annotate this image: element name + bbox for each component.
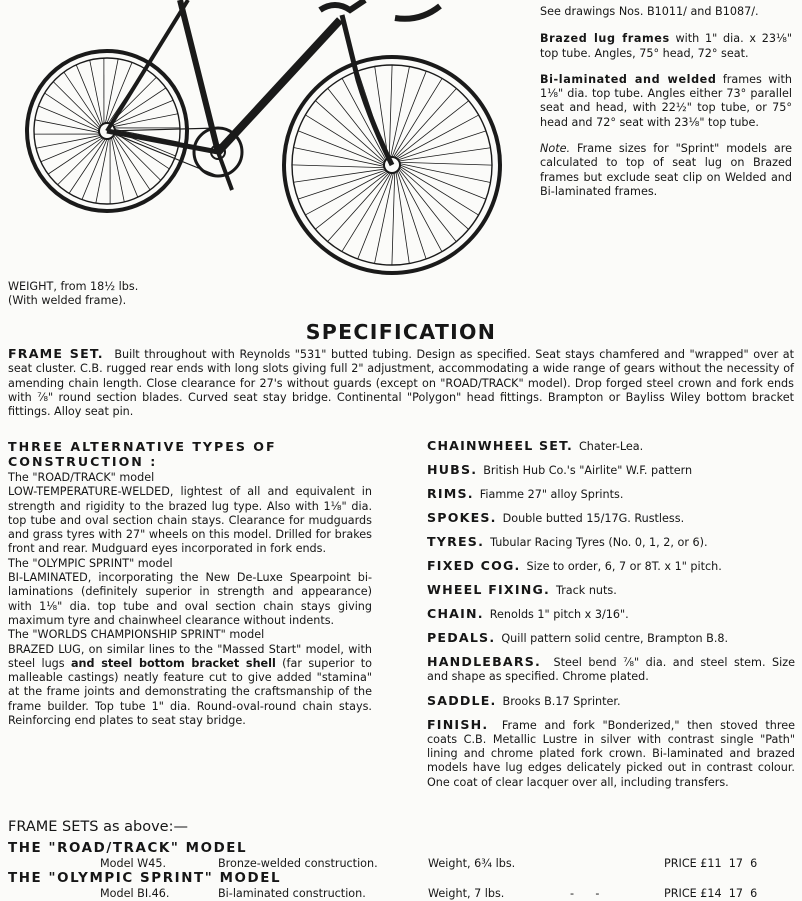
bilaminated-frames-note: Bi-laminated and welded frames with 1⅛" dia. top tube. Angles either 73° parallel seat and head, with 22½" top tube, or 75° head and 72° seat with 23⅛" top tube. — [540, 73, 792, 130]
specs-column — [427, 439, 795, 790]
spec-value: Size to order, 6, 7 or 8T. x 1" pitch. — [527, 560, 722, 573]
spec-label: CHAIN. — [427, 606, 484, 621]
spec-value: British Hub Co.'s "Airlite" W.F. pattern — [483, 464, 692, 477]
worlds-text: BRAZED LUG, on similar lines to the "Massed Start" model, with steel lugs and steel bottom bracket shell (far superior to malleable castings) neatly feature cut to give added "stamina" at the frame joints and demonstrating the craftsmanship of the frame builder. Top tube 1" dia. Round-oval-round chain stays. Reinforcing end plates to seat stay bridge. — [8, 643, 372, 729]
frame-set-model: Model BI.46. — [100, 886, 169, 901]
worlds-title: The "WORLDS CHAMPIONSHIP SPRINT" model — [8, 628, 372, 642]
spec-label: PEDALS. — [427, 630, 495, 645]
road-track-text: LOW-TEMPERATURE-WELDED, lightest of all and equivalent in strength and rigidity to the brazed lug type. Also with 1⅛" dia. top tube and oval section chain stays. Clearance for mudguards and grass tyres with 27" wheels on this model. Drilled for brakes front and rear. Mudguard eyes incorporated in fork ends. — [8, 485, 372, 556]
frame-set-weight: Weight, 7 lbs. — [428, 886, 504, 901]
construction-column — [8, 439, 372, 728]
frame-set-rows — [8, 841, 798, 901]
spec-label: CHAINWHEEL SET. — [427, 438, 573, 453]
frame-set-label: FRAME SET. — [8, 346, 104, 361]
frame-set-detail-row — [8, 886, 798, 901]
frame-set-dashes: - - — [570, 886, 599, 901]
frame-set-price: PRICE £11 17 6 — [664, 856, 757, 871]
top-right-notes — [540, 5, 792, 199]
handlebars-spec: HANDLEBARS. Steel bend ⅞" dia. and steel stem. Size and shape as specified. Chrome plated. — [427, 655, 795, 685]
frame-sets-heading: FRAME SETS as above:— — [8, 819, 188, 835]
spec-row — [427, 559, 795, 574]
spec-value: Tubular Racing Tyres (No. 0, 1, 2, or 6). — [490, 536, 707, 549]
spec-row — [427, 583, 795, 598]
weight-note: WEIGHT, from 18½ lbs. (With welded frame). — [8, 280, 138, 309]
spec-row — [427, 631, 795, 646]
spec-label: HUBS. — [427, 462, 477, 477]
spec-label: SPOKES. — [427, 510, 497, 525]
spec-row — [427, 439, 795, 454]
frame-set-detail-row — [8, 856, 798, 871]
spec-list — [427, 439, 795, 646]
spec-label: TYRES. — [427, 534, 484, 549]
finish-spec: FINISH. Frame and fork "Bonderized," then stoved three coats C.B. Metallic Lustre in silver with contrast single "Path" lining and chrome plated fork crown. Bi-laminated and brazed models have lug edges delicately picked out in contrast colour. One coat of clear lacquer over all, including transfers. — [427, 718, 795, 790]
frame-set-construction: Bronze-welded construction. — [218, 856, 378, 871]
brazed-frames-note: Brazed lug frames with 1" dia. x 23⅛" top tube. Angles, 75° head, 72° seat. — [540, 32, 792, 61]
olympic-text: BI-LAMINATED, incorporating the New De-Luxe Spearpoint bi-laminations (definitely superior in strength and appearance) with 1⅛" dia. top tube and oval section chain stays giving maximum tyre and chainwheel clearance without indents. — [8, 571, 372, 628]
spec-value: Renolds 1" pitch x 3/16". — [490, 608, 629, 621]
frame-size-note: Note. Frame sizes for "Sprint" models are calculated to top of seat lug on Brazed frames but exclude seat clip on Welded and Bi-laminated frames. — [540, 142, 792, 199]
construction-heading: THREE ALTERNATIVE TYPES OF CONSTRUCTION : — [8, 439, 372, 469]
olympic-title: The "OLYMPIC SPRINT" model — [8, 557, 372, 571]
spec-label: RIMS. — [427, 486, 474, 501]
spec-row — [427, 535, 795, 550]
frame-set-paragraph: FRAME SET. Built throughout with Reynolds "531" butted tubing. Design as specified. Seat stays chamfered and "wrapped" over at seat cluster. C.B. rugged rear ends with long slots giving full 2" adjustment, accommodating a wide range of gears without the necessity of amending chain length. Close clearance for 27's without guards (except on "ROAD/TRACK" model). Drop forged steel crown and fork ends with ⅞" round section blades. Curved seat stay bridge. Continental "Polygon" head fittings. Brampton or Bayliss Wiley bottom bracket fittings. Alloy seat pin. — [8, 347, 794, 419]
saddle-spec: SADDLE. Brooks B.17 Sprinter. — [427, 694, 795, 709]
spec-row — [427, 607, 795, 622]
frame-set-construction: Bi-laminated construction. — [218, 886, 366, 901]
spec-value: Fiamme 27" alloy Sprints. — [480, 488, 624, 501]
spec-label: WHEEL FIXING. — [427, 582, 550, 597]
frame-set-model-title: THE "OLYMPIC SPRINT" MODEL — [8, 871, 798, 886]
frame-set-model: Model W45. — [100, 856, 166, 871]
spec-value: Double butted 15/17G. Rustless. — [503, 512, 685, 525]
spec-value: Track nuts. — [556, 584, 617, 597]
spec-row — [427, 487, 795, 502]
spec-value: Quill pattern solid centre, Brampton B.8. — [501, 632, 728, 645]
specification-title: SPECIFICATION — [0, 320, 802, 344]
spec-row — [427, 511, 795, 526]
bicycle-illustration — [20, 0, 510, 275]
spec-value: Chater-Lea. — [579, 440, 643, 453]
road-track-title: The "ROAD/TRACK" model — [8, 471, 372, 485]
frame-set-model-title: THE "ROAD/TRACK" MODEL — [8, 841, 798, 856]
frame-set-weight: Weight, 6¾ lbs. — [428, 856, 515, 871]
frame-set-price: PRICE £14 17 6 — [664, 886, 757, 901]
spec-row — [427, 463, 795, 478]
spec-label: FIXED COG. — [427, 558, 521, 573]
drawings-reference: See drawings Nos. B1011/ and B1087/. — [540, 5, 792, 19]
